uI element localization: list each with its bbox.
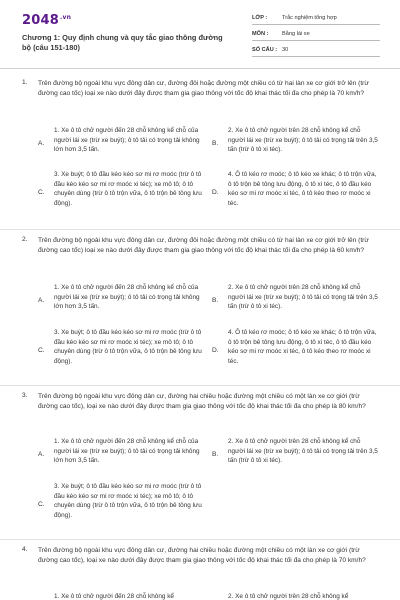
page-title: Chương 1: Quy định chung và quy tắc giao thông đường bộ (câu 151-180) — [22, 33, 223, 52]
option-text[interactable]: 2. Xe ô tô chở người trên 28 chỗ không kể chỗ người lái xe (trừ xe buýt); ô tô tải có trọng tải trên 3,5 tấn (trừ ô tô xi téc). — [228, 127, 378, 154]
option-text[interactable]: 1. Xe ô tô chở người đến 28 chỗ không kể — [54, 593, 174, 600]
question-text: Trên đường bộ ngoài khu vực đông dân cư, đường đôi hoặc đường một chiều có từ hai làn xe cơ giới trở lên (trừ đường cao tốc) loại xe nào dưới đây được tham gia giao thông với tốc độ khai thác tối đa cho phép là 60 km/h? — [38, 237, 369, 254]
option-text[interactable]: 1. Xe ô tô chở người đến 28 chỗ không kể chỗ của người lái xe (trừ xe buýt); ô tô tải có trọng tải không lớn hơn 3,5 tấn. — [54, 284, 200, 311]
meta-count-value: 30 — [282, 47, 289, 53]
option-letter[interactable]: B. — [212, 297, 219, 304]
question-text: Trên đường bộ ngoài khu vực đông dân cư, đường hai chiều hoặc đường một chiều có một làn xe cơ giới (trừ đường cao tốc), loại xe nào dưới đây được tham gia giao thông với tốc độ khai thác tối đa cho phép là 80 km/h? — [38, 393, 366, 410]
question-text: Trên đường bộ ngoài khu vực đông dân cư, đường đôi hoặc đường một chiều có từ hai làn xe cơ giới trở lên (trừ đường cao tốc) loại xe nào dưới đây được tham gia giao thông với tốc độ khai thác tối đa cho phép là 70 km/h? — [38, 80, 369, 97]
option-text[interactable]: 1. Xe ô tô chở người đến 28 chỗ không kể chỗ của người lái xe (trừ xe buýt); ô tô tải có trọng tải không lớn hơn 3,5 tấn. — [54, 127, 200, 154]
option-letter[interactable]: B. — [212, 140, 219, 147]
question-3 — [22, 392, 380, 542]
meta-class — [252, 13, 380, 25]
meta-class-value: Trắc nghiệm tổng hợp — [282, 15, 337, 21]
option-text[interactable]: 2. Xe ô tô chở người trên 28 chỗ không kể chỗ người lái xe (trừ xe buýt); ô tô tải có trọng tải trên 3,5 tấn (trừ ô tô xi téc). — [228, 284, 378, 311]
question-divider — [0, 385, 400, 386]
option-letter[interactable]: C. — [38, 189, 45, 196]
question-divider — [0, 229, 400, 230]
question-number: 2. — [22, 236, 28, 243]
option-text[interactable]: 3. Xe buýt; ô tô đầu kéo kéo sơ mi rơ moóc (trừ ô tô đầu kéo kéo sơ mi rơ moóc xi téc); xe mô tô; ô tô chuyên dùng (trừ ô tô trộn vữa, ô tô trộn bê tông lưu động). — [54, 171, 202, 207]
question-divider — [0, 539, 400, 540]
option-text[interactable]: 4. Ô tô kéo rơ moóc; ô tô kéo xe khác; ô tô trộn vữa, ô tô trộn bê tông lưu động, ô tô xi téc, ô tô đầu kéo kéo sơ mi rơ moóc xi téc, ô tô kéo theo rơ moóc xi téc. — [228, 171, 377, 207]
option-text[interactable]: 4. Ô tô kéo rơ moóc; ô tô kéo xe khác; ô tô trộn vữa, ô tô trộn bê tông lưu động, ô tô xi téc, ô tô đầu kéo kéo sơ mi rơ moóc xi téc, ô tô kéo theo rơ moóc xi téc. — [228, 329, 377, 365]
meta-class-label: LỚP : — [252, 15, 268, 21]
page-header — [0, 0, 400, 62]
option-text[interactable]: 2. Xe ô tô chở người trên 28 chỗ không kể chỗ người lái xe (trừ xe buýt); ô tô tải có trọng tải trên 3,5 tấn (trừ ô tô xi téc). — [228, 438, 378, 465]
question-1 — [22, 79, 380, 229]
option-letter[interactable]: A. — [38, 297, 45, 304]
meta-count-label: SỐ CÂU : — [252, 47, 278, 53]
question-number: 3. — [22, 392, 28, 399]
option-letter[interactable]: B. — [212, 451, 219, 458]
option-letter[interactable]: D. — [212, 347, 219, 354]
option-text[interactable]: 2. Xe ô tô chở người trên 28 chỗ không kể — [228, 593, 349, 600]
option-letter[interactable]: C. — [38, 347, 45, 354]
header-divider — [0, 68, 400, 69]
option-letter[interactable]: A. — [38, 140, 45, 147]
option-text[interactable]: 3. Xe buýt; ô tô đầu kéo kéo sơ mi rơ moóc (trừ ô tô đầu kéo kéo sơ mi rơ moóc xi téc); xe mô tô; ô tô chuyên dùng (trừ ô tô trộn vữa, ô tô trộn bê tông lưu động). — [54, 329, 202, 365]
meta-subject-value: Bằng lái xe — [282, 31, 310, 37]
option-text[interactable]: 1. Xe ô tô chở người đến 28 chỗ không kể chỗ của người lái xe (trừ xe buýt); ô tô tải có trọng tải không lớn hơn 3,5 tấn. — [54, 438, 200, 465]
option-letter[interactable]: D. — [212, 189, 219, 196]
option-letter[interactable]: C. — [38, 501, 45, 508]
meta-subject-label: MÔN : — [252, 31, 269, 37]
question-4 — [22, 546, 380, 600]
meta-count — [252, 45, 380, 57]
question-2 — [22, 236, 380, 386]
question-number: 4. — [22, 546, 28, 553]
question-text: Trên đường bộ ngoài khu vực đông dân cư, đường hai chiều hoặc đường một chiều có một làn xe cơ giới (trừ đường cao tốc), loại xe nào dưới đây được tham gia giao thông với tốc độ khai thác tối đa cho phép là 70 km/h? — [38, 547, 366, 564]
site-logo[interactable]: $2048^{.vn}$ — [22, 13, 72, 28]
question-number: 1. — [22, 79, 28, 86]
meta-subject — [252, 29, 380, 41]
option-letter[interactable]: A. — [38, 451, 45, 458]
option-text[interactable]: 3. Xe buýt; ô tô đầu kéo kéo sơ mi rơ moóc (trừ ô tô đầu kéo kéo sơ mi rơ moóc xi téc); xe mô tô; ô tô chuyên dùng (trừ ô tô trộn vữa, ô tô trộn bê tông lưu động). — [54, 483, 202, 519]
